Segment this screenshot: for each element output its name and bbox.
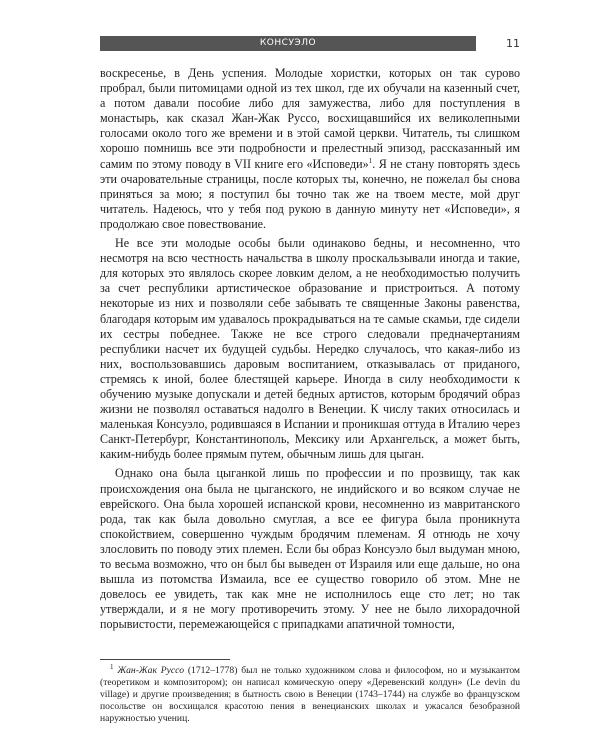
paragraph-1 [100, 66, 520, 232]
page-number: 11 [506, 36, 520, 50]
footnote [100, 662, 520, 725]
paragraph-1-text: воскресенье, в День успения. Молодые хористки, которых он так сурово пробрал, были питомицами одной из тех школ, где их обучали на казенный счет, а потом давали пособие либо для замужества, либо для поступления в монастырь, как сказал Жан-Жак Руссо, восхищавшийся их великолепными голосами около того же времени и в этой самой церкви. Читатель, ты слишком хорошо помнишь все эти подробности и прелестный эпизод, рассказанный им самим по этому поводу в VII книге его «Исповеди» [100, 66, 520, 171]
paragraph-1-rest: . Я не стану повторять здесь эти очаровательные страницы, после которых ты, конечно, не пожелал бы снова приняться за мою; я поступил бы точно так же на твоем месте, мой друг читатель. Надеюсь, что у тебя под рукою в данную минуту нет «Исповеди», я продолжаю свое повествование. [100, 156, 520, 231]
footnote-mark: 1 [110, 662, 114, 671]
main-text [100, 66, 520, 632]
footnote-ref[interactable]: 1 [368, 156, 373, 165]
header-title: КОНСУЭЛО [100, 36, 476, 51]
paragraph-3: Однако она была цыганкой лишь по профессии и по прозвищу, так как происхождения она была не цыганского, не индийского и во всяком случае не еврейского. Она была хорошей испанской крови, несомненно из мавританского рода, так как была довольно смуглая, а все ее фигура была проникнута спокойствием, совершенно чуждым бродячим племенам. Я отнюдь не хочу злословить по поводу этих племен. Если бы образ Консуэло был выдуман мною, то весьма возможно, что он был бы выведен от Израиля или еще дальше, но она вышла из потомства Измаила, все ее существо говорило об этом. Мне не довелось ее увидеть, так как мне не исполнилось еще сто лет; но так утверждали, и я не могу противоречить этому. У нее не было лихорадочной порывистости, перемежающейся с припадками апатичной томности, [100, 466, 520, 632]
paragraph-2: Не все эти молодые особы были одинаково бедны, и несомненно, что несмотря на всю честность начальства в школу проскальзывали иногда и такие, для которых это являлось скорее ловким делом, а не необходимостью получить за счет республики артистическое образование и пристроиться. А потому некоторые из них и позволяли себе забывать те священные Законы равенства, благодаря которым им удавалось прокрадываться на те самые скамьи, где сидели их сестры победнее. Также не все строго следовали предначертаниям республики насчет их будущей судьбы. Нередко случалось, что какая-либо из них, воспользовавшись даровым воспитанием, отказывалась от приданого, стремясь к иной, более блестящей карьере. Иногда в силу необходимости к обучению музыке допускали и детей бедных артистов, которым бродячий образ жизни не позволял оставаться надолго в Венеции. К числу таких относилась и маленькая Консуэло, родившаяся в Испании и проникшая оттуда в Италию через Санкт-Петербург, Константинополь, Мексику или Архангельск, а может быть, каким-нибудь более прямым путем, обычным лишь для цыган. [100, 236, 520, 462]
footnote-text: (1712–1778) был не только художником слова и философом, но и музыкантом (теоретиком и композитором); он написал комическую оперу «Деревенский колдун» (Le devin du village) и другие произведения; в бытность свою в Венеции (1743–1744) на службе во французском посольстве он восхищался красотою пения в венецианских школах и ужасался безобразной наружностью учениц. [100, 665, 520, 724]
footnote-name: Жан-Жак Руссо [117, 665, 184, 676]
running-header [100, 34, 520, 52]
footnote-divider [100, 659, 230, 660]
